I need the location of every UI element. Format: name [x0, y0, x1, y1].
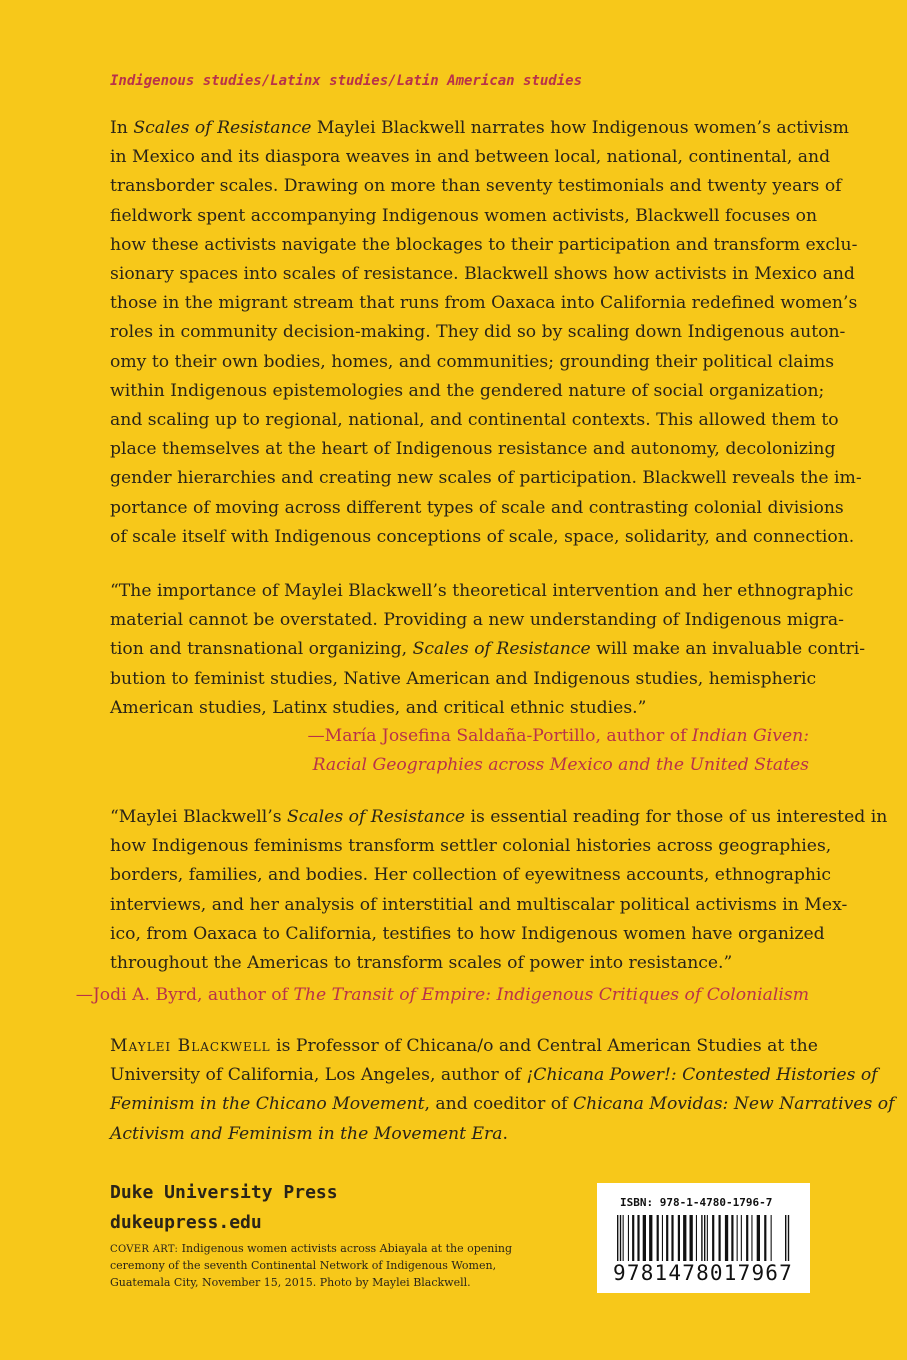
endorsement-attribution-1 — [307, 722, 809, 780]
barcode-bar — [696, 1215, 697, 1263]
barcode-bar — [764, 1215, 766, 1263]
publisher-url: dukeupress.edu — [110, 1212, 262, 1233]
barcode-bar — [649, 1215, 652, 1263]
italic-title: ¡Chicana Power!: Contested Histories of — [526, 1065, 878, 1086]
barcode-bar — [731, 1215, 733, 1263]
text-line: ico, from Oaxaca to California, testifies to how Indigenous women have organized — [110, 923, 825, 944]
barcode-digits: 9781478017967 — [603, 1261, 803, 1285]
text-line: and scaling up to regional, national, and continental contexts. This allowed them to — [110, 410, 839, 431]
text-line: Maylei Blackwell is Professor of Chicana/o and Central American Studies at the — [110, 1036, 818, 1056]
text-line: Feminism in the Chicano Movement, and coeditor of Chicana Movidas: New Narratives of — [110, 1094, 895, 1115]
text-line: tion and transnational organizing, Scales of Resistance will make an invaluable contri- — [110, 639, 866, 660]
barcode-bar — [662, 1215, 663, 1263]
barcode-bar — [712, 1215, 714, 1263]
italic-title: Chicana Movidas: New Narratives of — [572, 1094, 895, 1115]
attribution-1-book-cont: Racial Geographies across Mexico and the United States — [312, 755, 809, 776]
text-line: portance of moving across different types of scale and contrasting colonial divisions — [110, 497, 844, 518]
barcode-bar — [643, 1215, 646, 1263]
barcode-bar — [746, 1215, 748, 1263]
barcode-bar — [623, 1215, 624, 1263]
text-line: omy to their own bodies, homes, and communities; grounding their political claims — [110, 351, 835, 372]
barcode-bar — [628, 1215, 629, 1263]
barcode-bar — [671, 1215, 673, 1263]
barcode-bar — [719, 1215, 721, 1263]
text-line: American studies, Latinx studies, and critical ethnic studies.” — [110, 697, 647, 718]
barcode-bar — [666, 1215, 668, 1263]
text-line: sionary spaces into scales of resistance. Blackwell shows how activists in Mexico and — [110, 264, 855, 285]
text-line: interviews, and her analysis of interstitial and multiscalar political activisms in Mex- — [110, 894, 848, 915]
text-line: material cannot be overstated. Providing a new understanding of Indigenous migra- — [110, 610, 844, 631]
text-line: University of California, Los Angeles, author of ¡Chicana Power!: Contested Histories of — [110, 1065, 878, 1086]
text-line: of scale itself with Indigenous conceptions of scale, space, solidarity, and connection. — [110, 526, 855, 547]
text-line: “Maylei Blackwell’s Scales of Resistance is essential reading for those of us interested in — [110, 807, 888, 827]
credit-label: COVER ART: — [110, 1244, 179, 1255]
endorsement-quote-2 — [110, 803, 888, 978]
barcode-bar — [771, 1215, 772, 1263]
text-line: roles in community decision-making. They did so by scaling down Indigenous auton- — [110, 322, 846, 343]
barcode-bar — [678, 1215, 680, 1263]
author-name: Maylei Blackwell — [110, 1036, 271, 1056]
attribution-2-name: —Jodi A. Byrd, author of — [75, 985, 294, 1005]
italic-title: Scales of Resistance — [412, 639, 591, 660]
barcode-bar — [741, 1215, 742, 1263]
barcode-bar — [683, 1215, 686, 1263]
text-line: how Indigenous feminisms transform settler colonial histories across geographies, — [110, 836, 832, 857]
barcode-bar — [757, 1215, 760, 1263]
attribution-1-book: Indian Given: — [691, 726, 809, 746]
author-bio — [110, 1032, 895, 1149]
text-line: fieldwork spent accompanying Indigenous women activists, Blackwell focuses on — [110, 205, 818, 226]
barcode-bar — [632, 1215, 634, 1263]
attribution-1-name: —María Josefina Saldaña-Portillo, author of — [307, 726, 692, 746]
publisher-block — [110, 1178, 338, 1238]
italic-title: Scales of Resistance — [133, 118, 312, 138]
italic-title: Feminism in the Chicano Movement — [110, 1094, 425, 1115]
text-line: in Mexico and its diaspora weaves in and between local, national, continental, and — [110, 147, 831, 168]
barcode-bar — [737, 1215, 738, 1263]
barcode-bar — [690, 1215, 693, 1263]
text-line: bution to feminist studies, Native American and Indigenous studies, hemispheric — [110, 668, 817, 689]
text-line: “The importance of Maylei Blackwell’s theoretical intervention and her ethnographic — [110, 581, 854, 601]
book-description — [110, 114, 862, 552]
barcode-bar — [637, 1215, 639, 1263]
subject-category: Indigenous studies/Latinx studies/Latin American studies — [110, 73, 583, 89]
endorsement-attribution-2 — [76, 981, 809, 1010]
italic-title: Activism and Feminism in the Movement Era — [110, 1123, 503, 1144]
text-line: place themselves at the heart of Indigenous resistance and autonomy, decolonizing — [110, 439, 836, 460]
text-line: In Scales of Resistance Maylei Blackwell narrates how Indigenous women’s activism — [110, 118, 849, 138]
barcode-bar — [657, 1215, 659, 1263]
endorsement-quote-1 — [110, 577, 866, 723]
text-line: within Indigenous epistemologies and the gendered nature of social organization; — [110, 380, 825, 401]
isbn-label: ISBN: 978-1-4780-1796-7 — [620, 1196, 773, 1209]
isbn-barcode — [597, 1183, 810, 1293]
text-line: Activism and Feminism in the Movement Era. — [110, 1123, 508, 1144]
credit-text: Indigenous women activists across Abiayala at the opening ceremony of the seventh Continental Network of Indigenous Women, Guatemala City, November 15, 2015. Photo by Maylei Blackwell. — [110, 1242, 512, 1289]
barcode-bar — [707, 1215, 708, 1263]
text-line: transborder scales. Drawing on more than seventy testimonials and twenty years of — [110, 176, 842, 197]
text-line: throughout the Americas to transform scales of power into resistance.” — [110, 953, 733, 974]
text-line: those in the migrant stream that runs from Oaxaca into California redefined women’s — [110, 293, 858, 314]
italic-title: Scales of Resistance — [287, 807, 466, 827]
text-line: gender hierarchies and creating new scales of participation. Blackwell reveals the im- — [110, 468, 862, 489]
attribution-2-book: The Transit of Empire: Indigenous Critiques of Colonialism — [293, 985, 809, 1005]
publisher-name: Duke University Press — [110, 1182, 338, 1203]
barcode-bar — [725, 1215, 728, 1263]
cover-art-credit — [110, 1241, 530, 1291]
text-line: how these activists navigate the blockages to their participation and transform exclu- — [110, 234, 858, 255]
text-line: borders, families, and bodies. Her collection of eyewitness accounts, ethnographic — [110, 865, 832, 886]
barcode-bar — [751, 1215, 752, 1263]
